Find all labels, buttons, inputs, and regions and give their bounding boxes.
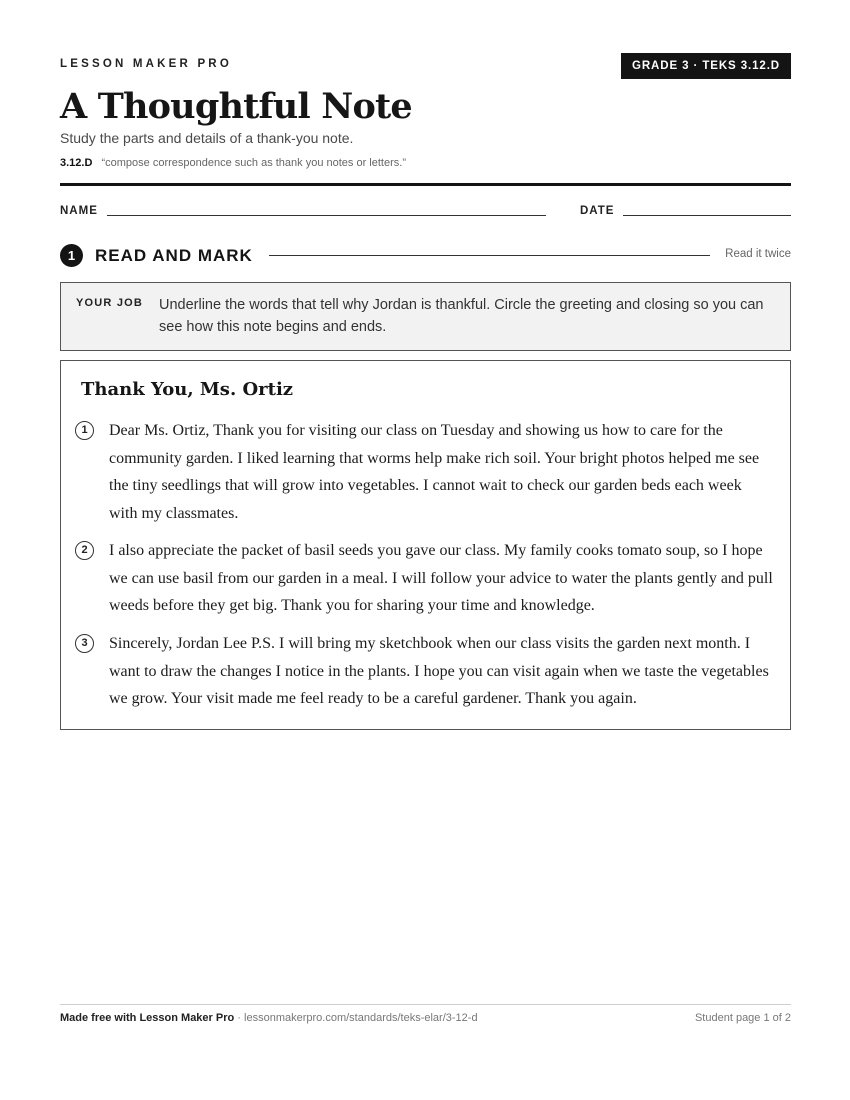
- section-divider: [269, 255, 710, 256]
- footer-made-with: Made free with Lesson Maker Pro: [60, 1012, 235, 1024]
- worksheet-page: [60, 0, 791, 1100]
- brand-name: LESSON MAKER PRO: [60, 58, 232, 70]
- date-field[interactable]: [623, 215, 791, 216]
- page-subtitle: Study the parts and details of a thank-you note.: [60, 130, 354, 146]
- your-job-instructions: Underline the words that tell why Jordan is thankful. Circle the greeting and closing so you can see how this note begins and ends.: [159, 297, 764, 335]
- paragraph-text: I also appreciate the packet of basil seeds you gave our class. My family cooks tomato soup, so I hope we can use basil from our garden in a meal. I will follow your advice to water the plants gently and pull weeds before they get big. Thank you for sharing your time and knowledge.: [109, 542, 773, 615]
- paragraph-text: Sincerely, Jordan Lee P.S. I will bring my sketchbook when our class visits the garden next month. I want to draw the changes I notice in the plants. I hope you can visit again when we taste the vegetables we grow. Your visit made me feel ready to be a careful gardener. Thank you again.: [109, 635, 769, 708]
- paragraph-number-badge: 2: [75, 541, 94, 560]
- section-note: Read it twice: [725, 248, 791, 260]
- footer-url[interactable]: lessonmakerpro.com/standards/teks-elar/3-12-d: [244, 1012, 478, 1024]
- passage-title: Thank You, Ms. Ortiz: [81, 379, 294, 400]
- reading-passage: [60, 360, 791, 730]
- footer-separator: ·: [237, 1012, 241, 1024]
- footer-page-number: Student page 1 of 2: [694, 1012, 791, 1024]
- your-job-box: [60, 282, 791, 351]
- standard-code: 3.12.D: [60, 157, 93, 169]
- paragraph-number-badge: 3: [75, 634, 94, 653]
- your-job-label: YOUR JOB: [76, 297, 144, 309]
- header-divider: [60, 183, 791, 186]
- section-title: READ AND MARK: [95, 246, 253, 265]
- name-label: NAME: [60, 205, 98, 217]
- name-field[interactable]: [107, 215, 546, 216]
- section-number-badge: 1: [60, 244, 83, 267]
- standard-line: [60, 157, 406, 169]
- paragraph-number-badge: 1: [75, 421, 94, 440]
- page-title: A Thoughtful Note: [60, 86, 412, 127]
- date-label: DATE: [580, 205, 615, 217]
- footer-credit: [60, 1012, 478, 1024]
- footer-divider: [60, 1004, 791, 1005]
- standard-description: “compose correspondence such as thank you notes or letters.”: [101, 157, 406, 169]
- grade-badge: GRADE 3 · TEKS 3.12.D: [621, 53, 791, 79]
- paragraph-text: Dear Ms. Ortiz, Thank you for visiting our class on Tuesday and showing us how to care for the community garden. I liked learning that worms help make rich soil. Your bright photos helped me see the tiny seedlings that will grow into vegetables. I cannot wait to check our garden beds each week with my classmates.: [109, 422, 760, 522]
